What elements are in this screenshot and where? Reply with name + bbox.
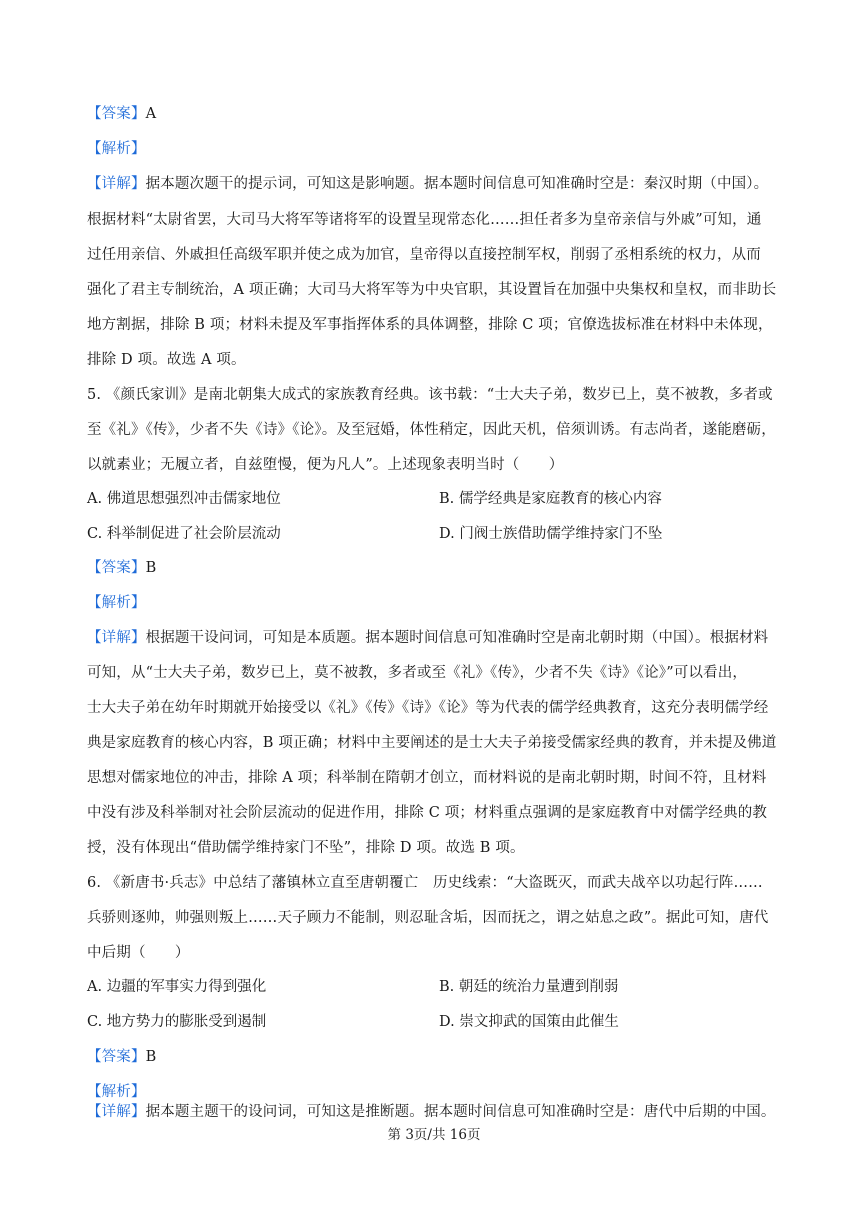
page-footer: 第 3页/共 16页 — [387, 1127, 481, 1143]
q6-answer-line — [87, 1047, 797, 1067]
q5-detail-line: 思想对儒家地位的冲击，排除 A 项；科举制在隋朝才创立，而材料说的是南北朝时期，时间不符，且材料 — [87, 770, 767, 786]
answer-value: B — [145, 1049, 157, 1065]
detail-tag: 【详解】 — [87, 176, 146, 192]
q5-detail-line: 典是家庭教育的核心内容，B 项正确；材料中主要阐述的是士大夫子弟接受儒家经典的教育，并未提及佛道 — [87, 735, 777, 751]
q5-detail-line: 可知，从“士大夫子弟，数岁已上，莫不被教，多者或至《礼》《传》，少者不失《诗》《论》”可以看出， — [87, 665, 748, 681]
detail-tag: 【详解】 — [87, 1104, 146, 1120]
answer-tag: 【答案】 — [87, 106, 146, 122]
q5-option-d: D. 门阀士族借助儒学维持家门不坠 — [439, 526, 663, 542]
answer-tag: 【答案】 — [87, 560, 146, 576]
q4-detail-line: 根据材料“太尉省罢，大司马大将军等诸将军的设置呈现常态化……担任者多为皇帝亲信与外戚”可知，通 — [87, 212, 762, 228]
detail-text: 据本题主题干的设问词，可知这是推断题。据本题时间信息可知准确时空是：唐代中后期的中国。 — [145, 1104, 776, 1120]
detail-text: 据本题次题干的提示词，可知这是影响题。据本题时间信息可知准确时空是：秦汉时期（中国）。 — [145, 176, 769, 192]
q5-stem-line: 以就素业；无履立者，自兹堕慢，便为凡人”。上述现象表明当时（ ） — [87, 457, 564, 473]
q5-option-a: A. 佛道思想强烈冲击儒家地位 — [87, 491, 281, 507]
q5-detail-line: 授，没有体现出“借助儒学维持家门不坠”，排除 D 项。故选 B 项。 — [87, 840, 525, 856]
q6-option-a: A. 边疆的军事实力得到强化 — [87, 979, 267, 995]
detail-text: 根据题干设问词，可知是本质题。据本题时间信息可知准确时空是南北朝时期（中国）。根据材料 — [145, 630, 769, 646]
q5-analysis-tag: 【解析】 — [87, 595, 146, 611]
q5-stem-line: 5. 《颜氏家训》是南北朝集大成式的家族教育经典。该书载：“士大夫子弟，数岁已上，莫不被教，多者或 — [87, 387, 773, 403]
q4-detail-line: 过任用亲信、外戚担任高级军职并使之成为加官，皇帝得以直接控制军权，削弱了丞相系统的权力，从而 — [87, 247, 761, 263]
q6-analysis-tag: 【解析】 — [87, 1084, 146, 1100]
q5-detail-line: 中没有涉及科举制对社会阶层流动的促进作用，排除 C 项；材料重点强调的是家庭教育中对儒学经典的教 — [87, 805, 768, 821]
q5-answer-line — [87, 558, 797, 578]
q6-stem-line: 兵骄则逐帅，帅强则叛上……天子顾力不能制，则忍耻含垢，因而抚之，谓之姑息之政”。据此可知，唐代 — [87, 910, 769, 926]
q5-stem-line: 至《礼》《传》，少者不失《诗》《论》。及至冠婚，体性稍定，因此天机，倍须训诱。有志尚者，遂能磨砺， — [87, 422, 776, 438]
q6-stem-line: 中后期（ ） — [87, 945, 190, 961]
q5-option-c: C. 科举制促进了社会阶层流动 — [87, 526, 281, 542]
q6-option-c: C. 地方势力的膨胀受到遏制 — [87, 1014, 267, 1030]
q5-detail-line — [87, 628, 797, 648]
q4-answer-line — [87, 104, 797, 124]
q6-option-d: D. 崇文抑武的国策由此催生 — [439, 1014, 619, 1030]
q5-option-b: B. 儒学经典是家庭教育的核心内容 — [439, 491, 662, 507]
q6-stem-line: 6. 《新唐书·兵志》中总结了藩镇林立直至唐朝覆亡 历史线索：“大盗既灭，而武夫战卒以功起行阵…… — [87, 875, 763, 891]
q4-detail-line: 地方割据，排除 B 项；材料未提及军事指挥体系的具体调整，排除 C 项；官僚选拔标准在材料中未体现， — [87, 317, 773, 333]
q6-detail-line — [87, 1102, 797, 1122]
answer-value: B — [145, 560, 157, 576]
q4-analysis-tag: 【解析】 — [87, 141, 146, 157]
q5-detail-line: 士大夫子弟在幼年时期就开始接受以《礼》《传》《诗》《论》等为代表的儒学经典教育，这充分表明儒学经 — [87, 700, 769, 716]
q6-option-b: B. 朝廷的统治力量遭到削弱 — [439, 979, 619, 995]
answer-value: A — [145, 106, 157, 122]
answer-tag: 【答案】 — [87, 1049, 146, 1065]
q4-detail-line — [87, 174, 797, 194]
detail-tag: 【详解】 — [87, 630, 146, 646]
q4-detail-line: 强化了君主专制统治，A 项正确；大司马大将军等为中央官职，其设置旨在加强中央集权和皇权，而非助长 — [87, 282, 777, 298]
q4-detail-line: 排除 D 项。故选 A 项。 — [87, 352, 246, 368]
